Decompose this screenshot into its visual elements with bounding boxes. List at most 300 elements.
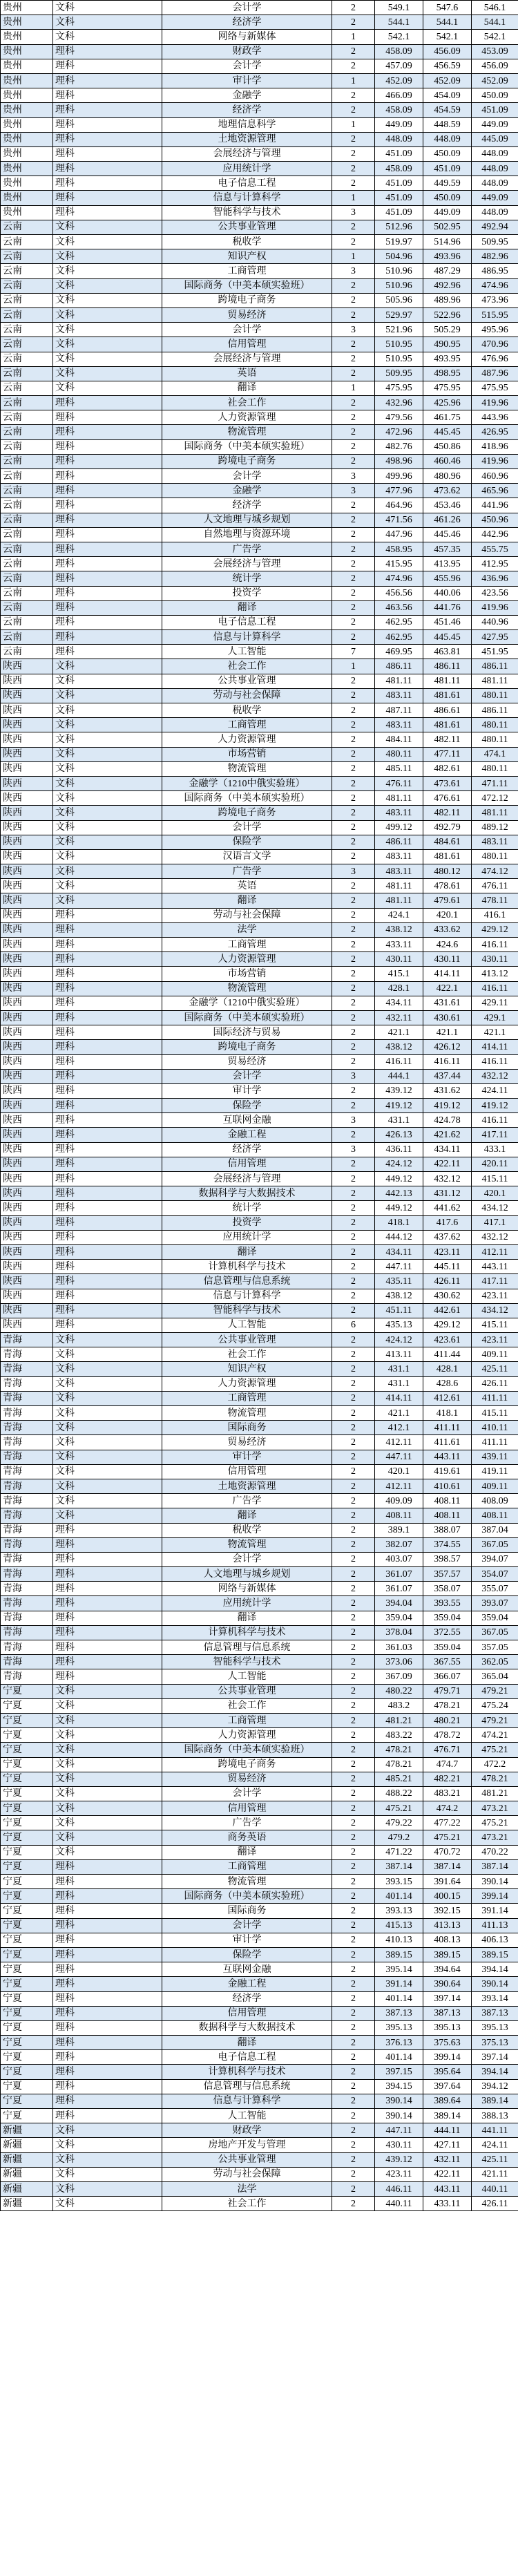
province-cell: 陕西 xyxy=(1,659,53,674)
plan-count-cell: 2 xyxy=(332,132,375,146)
table-row xyxy=(1,264,518,278)
category-cell: 理科 xyxy=(53,1859,162,1874)
plan-count-cell: 2 xyxy=(332,820,375,835)
province-cell: 云南 xyxy=(1,557,53,571)
plan-count-cell: 2 xyxy=(332,1230,375,1244)
plan-count-cell: 2 xyxy=(332,1128,375,1142)
major-cell: 社会工作 xyxy=(162,1347,332,1362)
max-score-cell: 481.11 xyxy=(375,893,423,908)
category-cell: 理科 xyxy=(53,1596,162,1611)
avg-score-cell: 490.95 xyxy=(423,337,472,352)
major-cell: 贸易经济 xyxy=(162,1054,332,1069)
plan-count-cell: 2 xyxy=(332,1347,375,1362)
category-cell: 文科 xyxy=(53,1816,162,1830)
plan-count-cell: 2 xyxy=(332,1391,375,1405)
table-row xyxy=(1,908,518,922)
table-row xyxy=(1,2079,518,2094)
category-cell: 文科 xyxy=(53,703,162,718)
province-cell: 青海 xyxy=(1,1537,53,1552)
max-score-cell: 458.09 xyxy=(375,44,423,59)
max-score-cell: 373.06 xyxy=(375,1655,423,1669)
province-cell: 宁夏 xyxy=(1,1875,53,1889)
table-row xyxy=(1,1099,518,1113)
major-cell: 统计学 xyxy=(162,571,332,586)
plan-count-cell: 2 xyxy=(332,542,375,556)
plan-count-cell: 7 xyxy=(332,645,375,659)
max-score-cell: 389.1 xyxy=(375,1523,423,1537)
table-row xyxy=(1,278,518,293)
avg-score-cell: 445.11 xyxy=(423,1260,472,1274)
max-score-cell: 469.95 xyxy=(375,645,423,659)
table-row xyxy=(1,761,518,776)
avg-score-cell: 419.12 xyxy=(423,1099,472,1113)
category-cell: 理科 xyxy=(53,527,162,542)
min-score-cell: 367.05 xyxy=(472,1537,518,1552)
table-row xyxy=(1,307,518,322)
table-row xyxy=(1,1010,518,1025)
category-cell: 文科 xyxy=(53,30,162,44)
min-score-cell: 406.13 xyxy=(472,1933,518,1947)
major-cell: 物流管理 xyxy=(162,1875,332,1889)
major-cell: 互联网金融 xyxy=(162,1113,332,1128)
min-score-cell: 415.11 xyxy=(472,1172,518,1186)
plan-count-cell: 2 xyxy=(332,1918,375,1933)
plan-count-cell: 2 xyxy=(332,1567,375,1582)
table-row xyxy=(1,30,518,44)
plan-count-cell: 2 xyxy=(332,1201,375,1215)
max-score-cell: 471.22 xyxy=(375,1845,423,1859)
major-cell: 房地产开发与管理 xyxy=(162,2138,332,2152)
province-cell: 云南 xyxy=(1,645,53,659)
province-cell: 云南 xyxy=(1,615,53,629)
plan-count-cell: 2 xyxy=(332,1684,375,1698)
major-cell: 审计学 xyxy=(162,1450,332,1464)
plan-count-cell: 2 xyxy=(332,1244,375,1259)
category-cell: 文科 xyxy=(53,1684,162,1698)
table-row xyxy=(1,981,518,996)
max-score-cell: 544.1 xyxy=(375,15,423,30)
major-cell: 信息管理与信息系统 xyxy=(162,1274,332,1289)
max-score-cell: 486.11 xyxy=(375,835,423,849)
min-score-cell: 429.11 xyxy=(472,996,518,1010)
category-cell: 理科 xyxy=(53,1904,162,1918)
max-score-cell: 451.09 xyxy=(375,191,423,205)
min-score-cell: 412.95 xyxy=(472,557,518,571)
min-score-cell: 354.07 xyxy=(472,1567,518,1582)
max-score-cell: 475.21 xyxy=(375,1801,423,1816)
avg-score-cell: 433.11 xyxy=(423,2197,472,2211)
min-score-cell: 420.1 xyxy=(472,1186,518,1201)
table-row xyxy=(1,1537,518,1552)
province-cell: 青海 xyxy=(1,1464,53,1479)
plan-count-cell: 2 xyxy=(332,2152,375,2167)
province-cell: 宁夏 xyxy=(1,2020,53,2035)
province-cell: 陕西 xyxy=(1,1069,53,1083)
max-score-cell: 419.12 xyxy=(375,1099,423,1113)
province-cell: 云南 xyxy=(1,410,53,425)
min-score-cell: 452.09 xyxy=(472,73,518,88)
table-row xyxy=(1,1830,518,1845)
avg-score-cell: 411.44 xyxy=(423,1347,472,1362)
min-score-cell: 440.11 xyxy=(472,2181,518,2196)
min-score-cell: 419.11 xyxy=(472,1464,518,1479)
plan-count-cell: 2 xyxy=(332,396,375,410)
avg-score-cell: 461.75 xyxy=(423,410,472,425)
max-score-cell: 482.76 xyxy=(375,439,423,454)
province-cell: 贵州 xyxy=(1,44,53,59)
province-cell: 陕西 xyxy=(1,1128,53,1142)
avg-score-cell: 544.1 xyxy=(423,15,472,30)
category-cell: 理科 xyxy=(53,44,162,59)
category-cell: 文科 xyxy=(53,2167,162,2181)
min-score-cell: 434.12 xyxy=(472,1201,518,1215)
max-score-cell: 479.2 xyxy=(375,1830,423,1845)
category-cell: 理科 xyxy=(53,1655,162,1669)
avg-score-cell: 514.96 xyxy=(423,235,472,249)
table-row xyxy=(1,674,518,688)
avg-score-cell: 422.11 xyxy=(423,1157,472,1171)
major-cell: 会计学 xyxy=(162,1552,332,1566)
min-score-cell: 480.11 xyxy=(472,718,518,732)
max-score-cell: 401.14 xyxy=(375,1889,423,1904)
category-cell: 理科 xyxy=(53,469,162,484)
table-row xyxy=(1,1391,518,1405)
plan-count-cell: 2 xyxy=(332,498,375,513)
category-cell: 理科 xyxy=(53,1260,162,1274)
category-cell: 文科 xyxy=(53,235,162,249)
province-cell: 贵州 xyxy=(1,30,53,44)
plan-count-cell: 2 xyxy=(332,352,375,366)
max-score-cell: 439.12 xyxy=(375,2152,423,2167)
table-row xyxy=(1,938,518,952)
category-cell: 文科 xyxy=(53,820,162,835)
table-row xyxy=(1,2065,518,2079)
plan-count-cell: 2 xyxy=(332,586,375,600)
major-cell: 会计学 xyxy=(162,1069,332,1083)
min-score-cell: 474.21 xyxy=(472,1728,518,1743)
province-cell: 云南 xyxy=(1,381,53,395)
province-cell: 云南 xyxy=(1,484,53,498)
table-row xyxy=(1,645,518,659)
avg-score-cell: 412.61 xyxy=(423,1391,472,1405)
major-cell: 信用管理 xyxy=(162,1801,332,1816)
major-cell: 社会工作 xyxy=(162,1698,332,1713)
min-score-cell: 423.56 xyxy=(472,586,518,600)
plan-count-cell: 2 xyxy=(332,2006,375,2020)
province-cell: 青海 xyxy=(1,1611,53,1625)
avg-score-cell: 460.46 xyxy=(423,454,472,468)
avg-score-cell: 372.55 xyxy=(423,1625,472,1640)
avg-score-cell: 397.64 xyxy=(423,2079,472,2094)
plan-count-cell: 2 xyxy=(332,2050,375,2065)
province-cell: 陕西 xyxy=(1,1244,53,1259)
table-row xyxy=(1,747,518,761)
max-score-cell: 475.95 xyxy=(375,381,423,395)
major-cell: 信息与计算科学 xyxy=(162,630,332,645)
major-cell: 物流管理 xyxy=(162,425,332,439)
plan-count-cell: 2 xyxy=(332,703,375,718)
table-row xyxy=(1,1479,518,1493)
min-score-cell: 443.11 xyxy=(472,1260,518,1274)
min-score-cell: 487.96 xyxy=(472,366,518,381)
avg-score-cell: 450.86 xyxy=(423,439,472,454)
plan-count-cell: 3 xyxy=(332,205,375,220)
province-cell: 云南 xyxy=(1,249,53,264)
avg-score-cell: 389.14 xyxy=(423,2109,472,2123)
category-cell: 理科 xyxy=(53,2094,162,2108)
min-score-cell: 473.21 xyxy=(472,1830,518,1845)
major-cell: 计算机科学与技术 xyxy=(162,1625,332,1640)
province-cell: 陕西 xyxy=(1,776,53,790)
max-score-cell: 442.13 xyxy=(375,1186,423,1201)
major-cell: 工商管理 xyxy=(162,1713,332,1727)
min-score-cell: 390.14 xyxy=(472,1977,518,1991)
province-cell: 陕西 xyxy=(1,864,53,879)
table-row xyxy=(1,146,518,161)
category-cell: 理科 xyxy=(53,439,162,454)
province-cell: 陕西 xyxy=(1,967,53,981)
min-score-cell: 389.14 xyxy=(472,2094,518,2108)
category-cell: 文科 xyxy=(53,747,162,761)
table-row xyxy=(1,117,518,132)
min-score-cell: 425.11 xyxy=(472,1362,518,1376)
table-row xyxy=(1,1260,518,1274)
table-row xyxy=(1,1991,518,2006)
province-cell: 青海 xyxy=(1,1582,53,1596)
province-cell: 陕西 xyxy=(1,806,53,820)
table-row xyxy=(1,323,518,337)
table-row xyxy=(1,952,518,967)
avg-score-cell: 394.64 xyxy=(423,1962,472,1977)
category-cell: 文科 xyxy=(53,761,162,776)
max-score-cell: 415.95 xyxy=(375,557,423,571)
province-cell: 青海 xyxy=(1,1479,53,1493)
major-cell: 广告学 xyxy=(162,542,332,556)
avg-score-cell: 429.12 xyxy=(423,1318,472,1332)
min-score-cell: 475.21 xyxy=(472,1743,518,1757)
min-score-cell: 399.14 xyxy=(472,1889,518,1904)
province-cell: 云南 xyxy=(1,264,53,278)
major-cell: 工商管理 xyxy=(162,938,332,952)
avg-score-cell: 410.61 xyxy=(423,1479,472,1493)
avg-score-cell: 483.21 xyxy=(423,1786,472,1801)
max-score-cell: 414.11 xyxy=(375,1391,423,1405)
max-score-cell: 420.1 xyxy=(375,1464,423,1479)
avg-score-cell: 451.46 xyxy=(423,615,472,629)
plan-count-cell: 1 xyxy=(332,659,375,674)
table-row xyxy=(1,1113,518,1128)
plan-count-cell: 2 xyxy=(332,1743,375,1757)
max-score-cell: 409.09 xyxy=(375,1494,423,1508)
min-score-cell: 411.13 xyxy=(472,1918,518,1933)
plan-count-cell: 2 xyxy=(332,1274,375,1289)
province-cell: 贵州 xyxy=(1,73,53,88)
province-cell: 贵州 xyxy=(1,162,53,176)
major-cell: 税收学 xyxy=(162,1523,332,1537)
major-cell: 金融学 xyxy=(162,484,332,498)
category-cell: 理科 xyxy=(53,1875,162,1889)
province-cell: 新疆 xyxy=(1,2181,53,2196)
table-row xyxy=(1,1040,518,1054)
table-row xyxy=(1,849,518,864)
min-score-cell: 411.11 xyxy=(472,1391,518,1405)
min-score-cell: 475.24 xyxy=(472,1698,518,1713)
province-cell: 云南 xyxy=(1,586,53,600)
table-row xyxy=(1,1025,518,1040)
avg-score-cell: 481.61 xyxy=(423,849,472,864)
plan-count-cell: 2 xyxy=(332,2109,375,2123)
plan-count-cell: 2 xyxy=(332,2167,375,2181)
category-cell: 理科 xyxy=(53,1640,162,1655)
avg-score-cell: 423.11 xyxy=(423,1244,472,1259)
major-cell: 会计学 xyxy=(162,469,332,484)
min-score-cell: 480.11 xyxy=(472,732,518,747)
avg-score-cell: 431.61 xyxy=(423,996,472,1010)
min-score-cell: 450.09 xyxy=(472,88,518,103)
category-cell: 文科 xyxy=(53,1728,162,1743)
major-cell: 人力资源管理 xyxy=(162,1376,332,1391)
avg-score-cell: 451.09 xyxy=(423,162,472,176)
table-row xyxy=(1,44,518,59)
table-row xyxy=(1,1669,518,1684)
table-row xyxy=(1,864,518,879)
avg-score-cell: 480.96 xyxy=(423,469,472,484)
avg-score-cell: 440.06 xyxy=(423,586,472,600)
min-score-cell: 471.11 xyxy=(472,776,518,790)
avg-score-cell: 397.14 xyxy=(423,1991,472,2006)
plan-count-cell: 2 xyxy=(332,1523,375,1537)
major-cell: 贸易经济 xyxy=(162,307,332,322)
avg-score-cell: 487.29 xyxy=(423,264,472,278)
category-cell: 理科 xyxy=(53,454,162,468)
category-cell: 理科 xyxy=(53,1611,162,1625)
category-cell: 理科 xyxy=(53,1977,162,1991)
category-cell: 理科 xyxy=(53,1933,162,1947)
category-cell: 理科 xyxy=(53,586,162,600)
major-cell: 知识产权 xyxy=(162,249,332,264)
avg-score-cell: 478.72 xyxy=(423,1728,472,1743)
min-score-cell: 475.21 xyxy=(472,1816,518,1830)
plan-count-cell: 2 xyxy=(332,1215,375,1230)
table-row xyxy=(1,1713,518,1727)
table-row xyxy=(1,600,518,615)
table-row xyxy=(1,88,518,103)
plan-count-cell: 2 xyxy=(332,454,375,468)
avg-score-cell: 450.09 xyxy=(423,191,472,205)
min-score-cell: 426.11 xyxy=(472,2197,518,2211)
avg-score-cell: 470.72 xyxy=(423,1845,472,1859)
avg-score-cell: 481.61 xyxy=(423,688,472,703)
major-cell: 公共事业管理 xyxy=(162,1684,332,1698)
province-cell: 新疆 xyxy=(1,2123,53,2138)
table-row xyxy=(1,1684,518,1698)
min-score-cell: 420.11 xyxy=(472,1157,518,1171)
major-cell: 人工智能 xyxy=(162,2109,332,2123)
table-row xyxy=(1,1376,518,1391)
table-row xyxy=(1,1435,518,1450)
max-score-cell: 529.97 xyxy=(375,307,423,322)
category-cell: 理科 xyxy=(53,967,162,981)
avg-score-cell: 359.04 xyxy=(423,1640,472,1655)
province-cell: 贵州 xyxy=(1,205,53,220)
min-score-cell: 486.95 xyxy=(472,264,518,278)
plan-count-cell: 2 xyxy=(332,1435,375,1450)
avg-score-cell: 477.22 xyxy=(423,1816,472,1830)
avg-score-cell: 392.15 xyxy=(423,1904,472,1918)
table-row xyxy=(1,806,518,820)
province-cell: 陕西 xyxy=(1,1230,53,1244)
table-row xyxy=(1,1567,518,1582)
province-cell: 陕西 xyxy=(1,1318,53,1332)
category-cell: 理科 xyxy=(53,557,162,571)
category-cell: 文科 xyxy=(53,776,162,790)
avg-score-cell: 433.62 xyxy=(423,922,472,937)
province-cell: 宁夏 xyxy=(1,1786,53,1801)
province-cell: 青海 xyxy=(1,1567,53,1582)
major-cell: 金融学（1210中俄实验班） xyxy=(162,996,332,1010)
major-cell: 国际经济与贸易 xyxy=(162,1025,332,1040)
province-cell: 宁夏 xyxy=(1,1859,53,1874)
category-cell: 文科 xyxy=(53,1391,162,1405)
province-cell: 宁夏 xyxy=(1,2094,53,2108)
major-cell: 投资学 xyxy=(162,586,332,600)
major-cell: 公共事业管理 xyxy=(162,1333,332,1347)
category-cell: 理科 xyxy=(53,1669,162,1684)
table-row xyxy=(1,1244,518,1259)
max-score-cell: 421.1 xyxy=(375,1025,423,1040)
plan-count-cell: 3 xyxy=(332,484,375,498)
min-score-cell: 442.96 xyxy=(472,527,518,542)
plan-count-cell: 2 xyxy=(332,59,375,73)
max-score-cell: 389.15 xyxy=(375,1947,423,1962)
category-cell: 理科 xyxy=(53,1025,162,1040)
avg-score-cell: 421.62 xyxy=(423,1128,472,1142)
min-score-cell: 489.12 xyxy=(472,820,518,835)
province-cell: 青海 xyxy=(1,1391,53,1405)
table-row xyxy=(1,571,518,586)
min-score-cell: 470.22 xyxy=(472,1845,518,1859)
max-score-cell: 481.11 xyxy=(375,791,423,806)
major-cell: 工商管理 xyxy=(162,1859,332,1874)
table-row xyxy=(1,293,518,307)
table-row xyxy=(1,1289,518,1303)
table-row xyxy=(1,630,518,645)
province-cell: 陕西 xyxy=(1,703,53,718)
major-cell: 土地资源管理 xyxy=(162,132,332,146)
table-row xyxy=(1,2020,518,2035)
min-score-cell: 495.96 xyxy=(472,323,518,337)
table-row xyxy=(1,967,518,981)
major-cell: 保险学 xyxy=(162,835,332,849)
category-cell: 文科 xyxy=(53,2123,162,2138)
major-cell: 翻译 xyxy=(162,2036,332,2050)
plan-count-cell: 2 xyxy=(332,1537,375,1552)
category-cell: 文科 xyxy=(53,15,162,30)
category-cell: 文科 xyxy=(53,1830,162,1845)
table-row xyxy=(1,1494,518,1508)
category-cell: 理科 xyxy=(53,1054,162,1069)
avg-score-cell: 454.09 xyxy=(423,88,472,103)
avg-score-cell: 441.76 xyxy=(423,600,472,615)
plan-count-cell: 2 xyxy=(332,1289,375,1303)
min-score-cell: 482.96 xyxy=(472,249,518,264)
province-cell: 青海 xyxy=(1,1596,53,1611)
min-score-cell: 456.09 xyxy=(472,59,518,73)
category-cell: 文科 xyxy=(53,1,162,15)
table-row xyxy=(1,1728,518,1743)
plan-count-cell: 2 xyxy=(332,337,375,352)
major-cell: 国际商务（中美本硕实验班） xyxy=(162,278,332,293)
